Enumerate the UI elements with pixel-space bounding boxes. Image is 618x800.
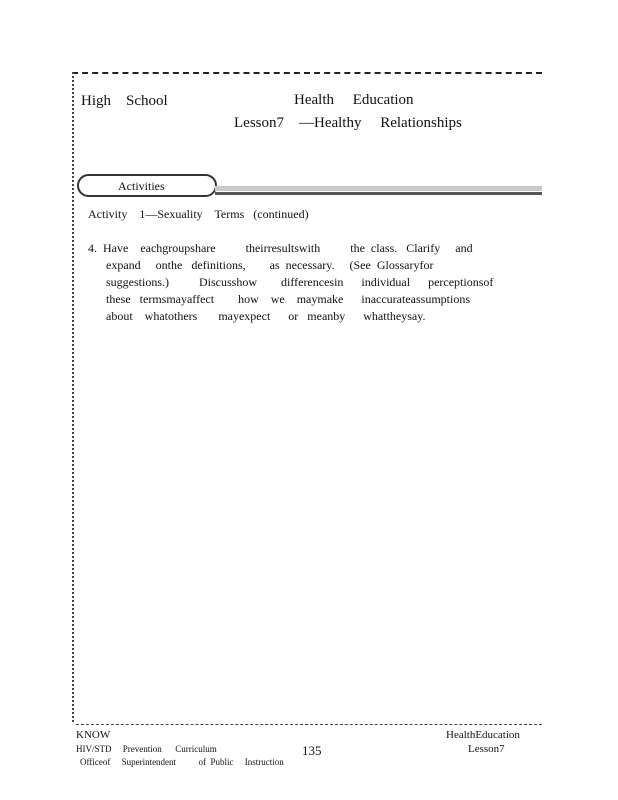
page-number: 135 bbox=[302, 743, 322, 758]
body-line-4: these termsmayaffect how we maymake inaccurateassumptions bbox=[106, 292, 471, 306]
section-divider-light bbox=[215, 186, 542, 191]
footer-lesson: Lesson7 bbox=[468, 743, 505, 755]
top-dashed-rule bbox=[72, 72, 542, 74]
body-line-2: expand onthe definitions, as necessary. (See Glossaryfor bbox=[106, 258, 434, 272]
activities-tab-label: Activities bbox=[118, 179, 165, 193]
header-school-level: High School bbox=[81, 93, 168, 109]
section-divider-dark bbox=[215, 192, 542, 195]
body-line-5: about whatothers mayexpect or meanby whattheysay. bbox=[106, 309, 426, 323]
footer-know: KNOW bbox=[76, 729, 111, 741]
footer-dashed-rule bbox=[76, 724, 542, 725]
footer-course: HealthEducation bbox=[446, 729, 520, 741]
footer-curriculum: HIV/STD Prevention Curriculum bbox=[76, 744, 217, 754]
header-title: Health Education bbox=[294, 92, 414, 108]
body-line-3: suggestions.) Discusshow differencesin individual perceptionsof bbox=[106, 275, 494, 289]
activity-title: Activity 1—Sexuality Terms (continued) bbox=[88, 207, 309, 221]
left-dotted-rule bbox=[72, 72, 74, 722]
body-line-1: 4. Have eachgroupshare theirresultswith the class. Clarify and bbox=[88, 241, 473, 255]
footer-office: Officeof Superintendent of Public Instruction bbox=[80, 757, 284, 767]
header-subtitle: Lesson7 —Healthy Relationships bbox=[234, 115, 462, 131]
